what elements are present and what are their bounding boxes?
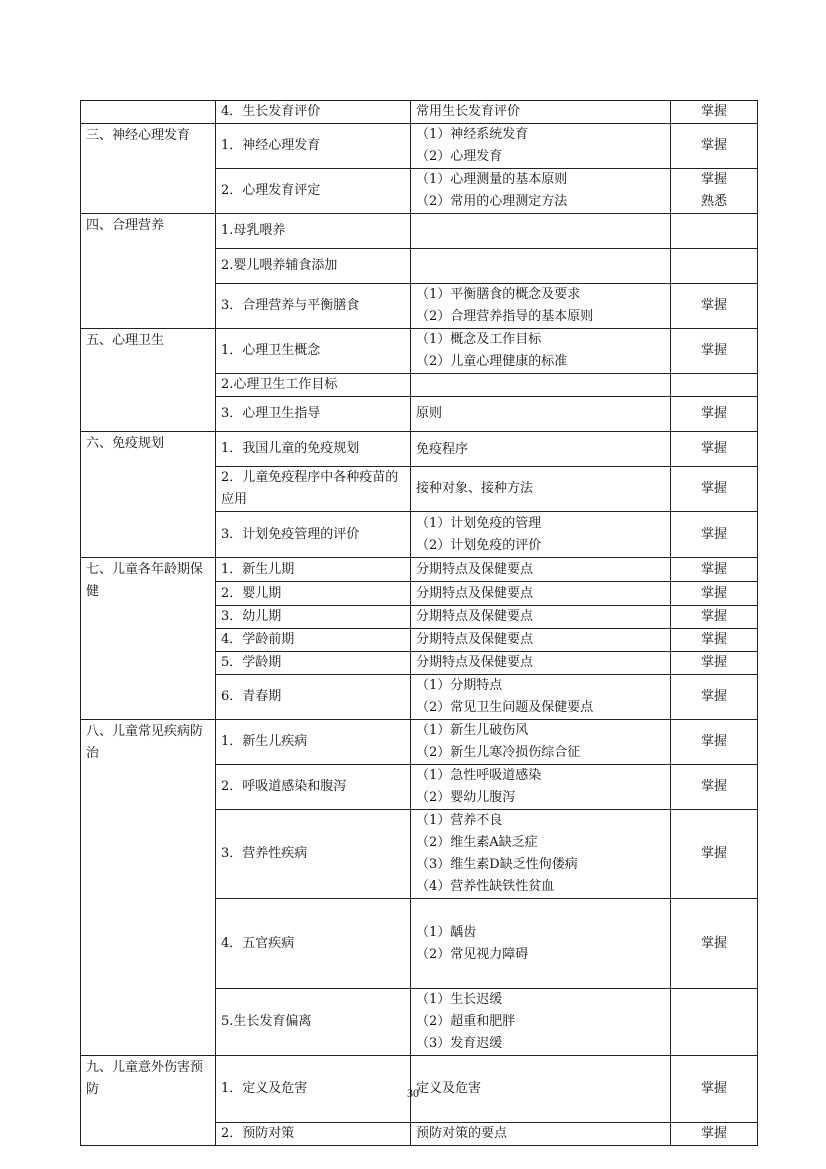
content-line: 分期特点及保健要点 bbox=[416, 632, 534, 647]
table-row bbox=[81, 101, 758, 124]
content-cell bbox=[411, 765, 671, 810]
content-line: 分期特点及保健要点 bbox=[416, 562, 534, 577]
level-cell bbox=[671, 124, 758, 169]
content-cell bbox=[411, 606, 671, 629]
level-label: 掌握 bbox=[700, 1126, 727, 1141]
unit-cell: 4．五官疾病 bbox=[216, 899, 411, 989]
level-label: 掌握 bbox=[700, 481, 727, 496]
content-cell bbox=[411, 432, 671, 467]
table-row bbox=[81, 558, 758, 582]
level-label: 熟悉 bbox=[700, 194, 727, 209]
unit-cell: 2．心理发育评定 bbox=[216, 169, 411, 214]
section-title: 九、儿童意外伤害预防 bbox=[81, 1056, 216, 1146]
unit-cell: 4．生长发育评价 bbox=[216, 101, 411, 124]
level-cell bbox=[671, 765, 758, 810]
level-label: 掌握 bbox=[700, 561, 727, 577]
section-title bbox=[81, 101, 216, 124]
content-line: （1）概念及工作目标 bbox=[416, 332, 542, 347]
content-cell bbox=[411, 214, 671, 249]
page-number: 30 bbox=[407, 1086, 419, 1100]
unit-cell: 2．呼吸道感染和腹泻 bbox=[216, 765, 411, 810]
content-cell bbox=[411, 512, 671, 558]
content-line: （2）新生儿寒冷损伤综合征 bbox=[416, 745, 581, 760]
level-cell bbox=[671, 606, 758, 629]
level-cell bbox=[671, 397, 758, 432]
level-cell bbox=[671, 214, 758, 249]
content-line: （2）心理发育 bbox=[416, 149, 503, 164]
level-label: 掌握 bbox=[700, 655, 727, 670]
level-cell bbox=[671, 512, 758, 558]
section-title: 三、神经心理发育 bbox=[81, 124, 216, 214]
content-line: （2）维生素A缺乏症 bbox=[416, 835, 538, 850]
level-cell bbox=[671, 432, 758, 467]
unit-cell: 4．学龄前期 bbox=[216, 629, 411, 652]
unit-cell: 1．定义及危害 bbox=[216, 1056, 411, 1123]
unit-cell: 1．我国儿童的免疫规划 bbox=[216, 432, 411, 467]
level-label: 掌握 bbox=[700, 585, 727, 601]
content-line: （1）新生儿破伤风 bbox=[416, 723, 529, 738]
content-cell bbox=[411, 284, 671, 329]
content-line: 定义及危害 bbox=[416, 1081, 482, 1096]
table-row bbox=[81, 329, 758, 374]
unit-cell: 1．新生儿期 bbox=[216, 558, 411, 582]
unit-cell: 3．计划免疫管理的评价 bbox=[216, 512, 411, 558]
level-label: 掌握 bbox=[700, 172, 727, 187]
level-label: 掌握 bbox=[700, 526, 727, 542]
content-cell bbox=[411, 558, 671, 582]
content-line: 常用生长发育评价 bbox=[416, 104, 521, 119]
unit-cell: 1.母乳喂养 bbox=[216, 214, 411, 249]
content-cell bbox=[411, 124, 671, 169]
content-line: （2）合理营养指导的基本原则 bbox=[416, 309, 594, 324]
content-line: （1）分期特点 bbox=[416, 678, 503, 693]
content-line: （2）常见卫生问题及保健要点 bbox=[416, 700, 594, 715]
unit-cell: 2．婴儿期 bbox=[216, 582, 411, 606]
level-cell bbox=[671, 249, 758, 284]
level-label: 掌握 bbox=[700, 138, 727, 153]
level-label: 掌握 bbox=[700, 609, 727, 624]
content-cell bbox=[411, 652, 671, 675]
content-line: 预防对策的要点 bbox=[416, 1126, 508, 1141]
content-cell bbox=[411, 249, 671, 284]
content-line: （1）生长迟缓 bbox=[416, 992, 503, 1007]
level-label: 掌握 bbox=[700, 935, 727, 951]
content-line: （2）计划免疫的评价 bbox=[416, 538, 542, 553]
level-cell bbox=[671, 329, 758, 374]
content-line: 免疫程序 bbox=[416, 441, 469, 457]
content-cell bbox=[411, 374, 671, 397]
content-line: （1）急性呼吸道感染 bbox=[416, 768, 542, 783]
unit-cell: 2．预防对策 bbox=[216, 1123, 411, 1146]
unit-cell: 1．新生儿疾病 bbox=[216, 720, 411, 765]
content-cell bbox=[411, 675, 671, 720]
level-cell bbox=[671, 720, 758, 765]
level-cell bbox=[671, 652, 758, 675]
unit-cell: 3．合理营养与平衡膳食 bbox=[216, 284, 411, 329]
level-cell bbox=[671, 169, 758, 214]
section-title: 八、儿童常见疾病防治 bbox=[81, 720, 216, 1056]
unit-cell: 5.生长发育偏离 bbox=[216, 989, 411, 1056]
content-cell bbox=[411, 467, 671, 512]
content-line: （1）心理测量的基本原则 bbox=[416, 172, 568, 187]
content-line: 分期特点及保健要点 bbox=[416, 586, 534, 601]
content-line: （2）常用的心理测定方法 bbox=[416, 194, 568, 209]
level-label: 掌握 bbox=[700, 1081, 727, 1096]
content-line: （1）营养不良 bbox=[416, 813, 503, 828]
content-cell bbox=[411, 582, 671, 606]
content-line: （2）超重和肥胖 bbox=[416, 1014, 516, 1029]
level-cell bbox=[671, 629, 758, 652]
level-label: 掌握 bbox=[700, 846, 727, 861]
content-cell bbox=[411, 397, 671, 432]
content-line: （2）常见视力障碍 bbox=[416, 946, 529, 962]
content-line: （1）计划免疫的管理 bbox=[416, 516, 542, 531]
unit-cell: 2．儿童免疫程序中各种疫苗的应用 bbox=[216, 467, 411, 512]
level-label: 掌握 bbox=[700, 779, 727, 794]
unit-cell: 3．幼儿期 bbox=[216, 606, 411, 629]
level-cell bbox=[671, 1123, 758, 1146]
content-cell bbox=[411, 989, 671, 1056]
level-cell bbox=[671, 989, 758, 1056]
unit-cell: 1．神经心理发育 bbox=[216, 124, 411, 169]
content-cell bbox=[411, 720, 671, 765]
unit-cell: 5．学龄期 bbox=[216, 652, 411, 675]
unit-cell: 1．心理卫生概念 bbox=[216, 329, 411, 374]
section-title: 六、免疫规划 bbox=[81, 432, 216, 558]
section-title: 七、儿童各年龄期保健 bbox=[81, 558, 216, 720]
content-cell bbox=[411, 101, 671, 124]
level-label: 掌握 bbox=[700, 689, 727, 704]
content-cell bbox=[411, 899, 671, 989]
content-cell bbox=[411, 329, 671, 374]
unit-cell: 2.婴儿喂养辅食添加 bbox=[216, 249, 411, 284]
level-cell bbox=[671, 899, 758, 989]
level-cell bbox=[671, 810, 758, 899]
level-label: 掌握 bbox=[700, 632, 727, 647]
content-line: （1）神经系统发育 bbox=[416, 127, 529, 142]
unit-cell: 2.心理卫生工作目标 bbox=[216, 374, 411, 397]
content-line: （3）发育迟缓 bbox=[416, 1036, 503, 1051]
level-label: 掌握 bbox=[700, 441, 727, 456]
level-label: 掌握 bbox=[700, 343, 727, 358]
level-cell bbox=[671, 582, 758, 606]
content-line: （2）婴幼儿腹泻 bbox=[416, 790, 516, 805]
section-title: 五、心理卫生 bbox=[81, 329, 216, 432]
content-cell bbox=[411, 169, 671, 214]
content-cell bbox=[411, 810, 671, 899]
content-line: （1）龋齿 bbox=[416, 924, 477, 940]
content-line: （4）营养性缺铁性贫血 bbox=[416, 879, 555, 894]
level-label: 掌握 bbox=[700, 298, 727, 313]
unit-cell: 3．营养性疾病 bbox=[216, 810, 411, 899]
content-cell bbox=[411, 629, 671, 652]
content-line: 原则 bbox=[416, 406, 443, 421]
level-label: 掌握 bbox=[700, 734, 727, 749]
section-title: 四、合理营养 bbox=[81, 214, 216, 329]
level-cell bbox=[671, 284, 758, 329]
level-cell bbox=[671, 374, 758, 397]
table-row bbox=[81, 432, 758, 467]
content-line: 分期特点及保健要点 bbox=[416, 655, 534, 670]
content-line: 接种对象、接种方法 bbox=[416, 481, 534, 496]
content-line: （1）平衡膳食的概念及要求 bbox=[416, 287, 581, 302]
level-label: 掌握 bbox=[700, 104, 727, 119]
unit-cell: 6．青春期 bbox=[216, 675, 411, 720]
level-cell bbox=[671, 467, 758, 512]
level-cell bbox=[671, 558, 758, 582]
level-cell bbox=[671, 101, 758, 124]
syllabus-table bbox=[80, 100, 758, 1146]
content-line: 分期特点及保健要点 bbox=[416, 609, 534, 624]
table-row bbox=[81, 124, 758, 169]
table-row bbox=[81, 720, 758, 765]
table-row bbox=[81, 214, 758, 249]
content-cell bbox=[411, 1123, 671, 1146]
level-cell bbox=[671, 675, 758, 720]
unit-cell: 3．心理卫生指导 bbox=[216, 397, 411, 432]
content-line: （3）维生素D缺乏性佝偻病 bbox=[416, 857, 578, 872]
content-line: （2）儿童心理健康的标准 bbox=[416, 354, 568, 369]
level-label: 掌握 bbox=[700, 406, 727, 421]
